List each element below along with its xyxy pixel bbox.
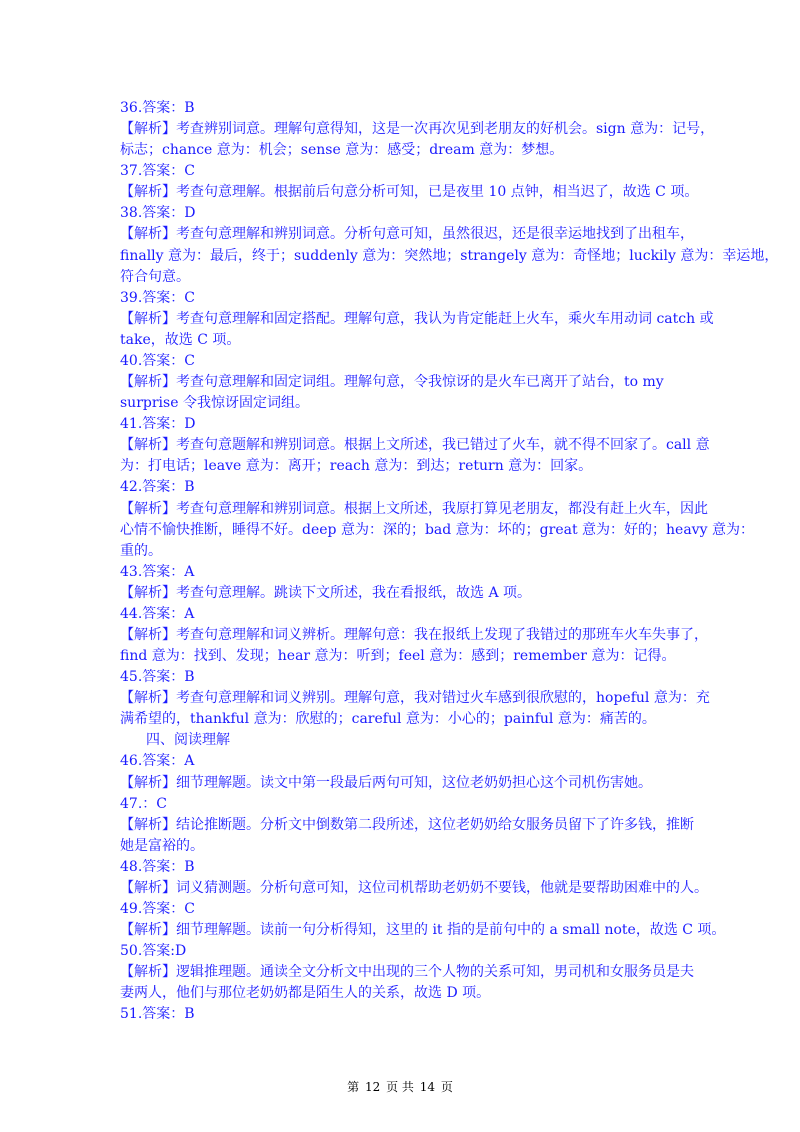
- explanation-line: 【解析】考查辨别词意。理解句意得知，这是一次再次见到老朋友的好机会。sign 意为：记号，: [120, 121, 715, 138]
- text-line: 符合句意。: [120, 268, 190, 285]
- explanation-line: 【解析】逻辑推理题。通读全文分析文中出现的三个人物的关系可知，男司机和女服务员是夫: [120, 964, 694, 981]
- total-page-count: 14: [419, 1080, 436, 1094]
- current-page-number: 12: [364, 1080, 381, 1094]
- text-line: 妻两人，他们与那位老奶奶都是陌生人的关系，故选 D 项。: [120, 985, 491, 1002]
- footer-suffix: 页: [440, 1080, 453, 1094]
- explanation-line: 【解析】考查句意理解。根据前后句意分析可知，已是夜里 10 点钟，相当迟了，故选 C 项。: [120, 184, 699, 201]
- answer-line: 38.答案：D: [120, 205, 196, 222]
- answer-line: 49.答案：C: [120, 901, 195, 918]
- explanation-line: 【解析】考查句意理解和固定搭配。理解句意，我认为肯定能赶上火车，乘火车用动词 catch 或: [120, 310, 714, 327]
- explanation-line: 【解析】考查句意理解。跳读下文所述，我在看报纸，故选 A 项。: [120, 584, 532, 601]
- text-line: 为：打电话；leave 意为：离开；reach 意为：到达；return 意为：回家。: [120, 458, 593, 475]
- explanation-line: 【解析】结论推断题。分析文中倒数第二段所述，这位老奶奶给女服务员留下了许多钱，推断: [120, 816, 694, 833]
- answer-line: 40.答案：C: [120, 352, 195, 369]
- text-line: find 意为：找到、发现；hear 意为：听到；feel 意为：感到；remember 意为：记得。: [120, 648, 676, 665]
- text-line: finally 意为：最后，终于；suddenly 意为：突然地；strangely 意为：奇怪地；luckily 意为：幸运地，: [120, 247, 779, 264]
- explanation-line: 【解析】考查句意理解和辨别词意。分析句意可知，虽然很迟，还是很幸运地找到了出租车，: [120, 226, 694, 243]
- text-line: 她是富裕的。: [120, 837, 204, 854]
- explanation-line: 【解析】考查句意题解和辨别词意。根据上文所述，我已错过了火车，就不得不回家了。call 意: [120, 437, 710, 454]
- answer-line: 44.答案：A: [120, 605, 195, 622]
- answer-line: 41.答案：D: [120, 416, 196, 433]
- page-footer: [0, 1078, 800, 1095]
- answer-line: 36.答案：B: [120, 100, 195, 116]
- answer-line: 39.答案：C: [120, 289, 195, 306]
- text-line: 标志；chance 意为：机会；sense 意为：感受；dream 意为：梦想。: [120, 142, 564, 159]
- text-line: 重的。: [120, 542, 162, 559]
- explanation-line: 【解析】词义猜测题。分析句意可知，这位司机帮助老奶奶不要钱，他就是要帮助困难中的人。: [120, 879, 708, 896]
- text-line: 满希望的，thankful 意为：欣慰的；careful 意为：小心的；painful 意为：痛苦的。: [120, 711, 656, 728]
- answer-line: 45.答案：B: [120, 669, 195, 686]
- explanation-line: 【解析】考查句意理解和词义辨别。理解句意，我对错过火车感到很欣慰的，hopeful 意为：充: [120, 690, 710, 707]
- section-heading: 四、阅读理解: [146, 732, 230, 749]
- text-line: take，故选 C 项。: [120, 331, 241, 348]
- answer-line: 50.答案:D: [120, 943, 187, 960]
- footer-prefix: 第: [347, 1080, 360, 1094]
- text-line: 心情不愉快推断，睡得不好。deep 意为：深的；bad 意为：坏的；great 意为：好的；heavy 意为：: [120, 521, 754, 538]
- text-line: surprise 令我惊讶固定词组。: [120, 395, 309, 412]
- explanation-line: 【解析】考查句意理解和词义辨析。理解句意：我在报纸上发现了我错过的那班车火车失事了，: [120, 627, 708, 643]
- answer-line: 47.：C: [120, 795, 167, 812]
- explanation-line: 【解析】细节理解题。读文中第一段最后两句可知，这位老奶奶担心这个司机伤害她。: [120, 774, 652, 791]
- answer-line: 43.答案：A: [120, 563, 195, 580]
- answer-line: 37.答案：C: [120, 163, 195, 180]
- answer-line: 42.答案：B: [120, 479, 195, 496]
- explanation-line: 【解析】考查句意理解和固定词组。理解句意，令我惊讶的是火车已离开了站台，to my: [120, 374, 664, 391]
- answer-line: 48.答案：B: [120, 858, 195, 875]
- footer-mid: 页 共: [386, 1080, 414, 1094]
- answer-line: 46.答案：A: [120, 753, 195, 770]
- explanation-line: 【解析】细节理解题。读前一句分析得知，这里的 it 指的是前句中的 a small note，故选 C 项。: [120, 922, 726, 939]
- answer-line: 51.答案：B: [120, 1006, 195, 1023]
- explanation-line: 【解析】考查句意理解和辨别词意。根据上文所述，我原打算见老朋友，都没有赶上火车，因此: [120, 500, 708, 517]
